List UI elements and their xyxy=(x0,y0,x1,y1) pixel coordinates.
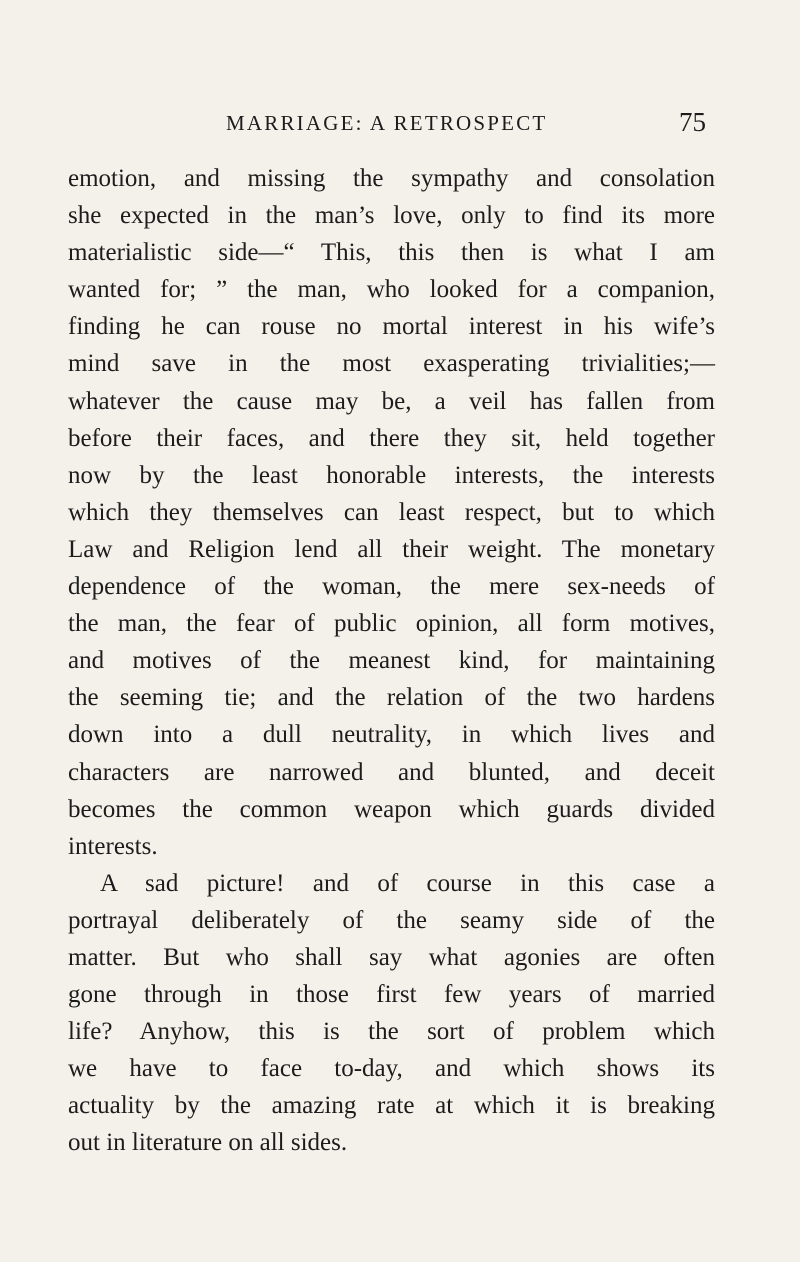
running-head xyxy=(0,107,800,143)
text-line: which they themselves can least respect, but to which xyxy=(68,498,715,526)
text-line: the man, the fear of public opinion, all form motives, xyxy=(68,610,715,638)
text-line: she expected in the man’s love, only to find its more xyxy=(68,202,715,230)
text-line: actuality by the amazing rate at which it is breaking xyxy=(68,1092,715,1120)
text-line: portrayal deliberately of the seamy side of the xyxy=(68,906,715,934)
text-line: materialistic side—“ This, this then is what I am xyxy=(68,239,715,267)
body-text xyxy=(68,160,715,1162)
text-line: the seeming tie; and the relation of the two hardens xyxy=(68,684,715,712)
text-line: characters are narrowed and blunted, and deceit xyxy=(68,758,715,786)
text-line: becomes the common weapon which guards divided xyxy=(68,795,715,823)
text-line: matter. But who shall say what agonies are often xyxy=(68,943,715,971)
text-line: we have to face to-day, and which shows its xyxy=(68,1055,715,1083)
paragraph-end-line: interests. xyxy=(68,832,158,860)
paragraph-end-line: out in literature on all sides. xyxy=(68,1129,348,1157)
text-line: now by the least honorable interests, the interests xyxy=(68,461,715,489)
text-line: and motives of the meanest kind, for maintaining xyxy=(68,647,715,675)
running-title: MARRIAGE: A RETROSPECT xyxy=(226,111,548,135)
text-line: whatever the cause may be, a veil has fallen from xyxy=(68,387,715,415)
text-line: wanted for; ” the man, who looked for a companion, xyxy=(68,276,715,304)
text-line: mind save in the most exasperating trivialities;— xyxy=(68,350,715,378)
text-line: Law and Religion lend all their weight. The monetary xyxy=(68,535,715,563)
text-line: finding he can rouse no mortal interest in his wife’s xyxy=(68,313,715,341)
text-line: life? Anyhow, this is the sort of problem which xyxy=(68,1018,715,1046)
paragraph-start-line: A sad picture! and of course in this case a xyxy=(100,869,715,897)
text-line: gone through in those first few years of married xyxy=(68,981,715,1009)
text-line: emotion, and missing the sympathy and consolation xyxy=(68,165,715,192)
page-number: 75 xyxy=(679,107,706,137)
text-line: before their faces, and there they sit, held together xyxy=(68,424,715,452)
text-line: dependence of the woman, the mere sex-needs of xyxy=(68,573,715,601)
text-line: down into a dull neutrality, in which lives and xyxy=(68,721,715,749)
